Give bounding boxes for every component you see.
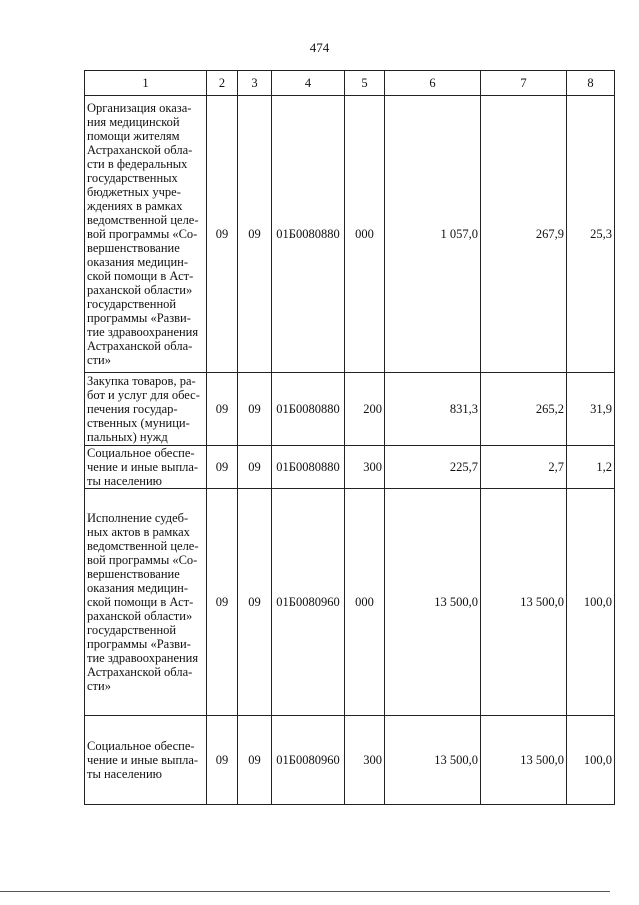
table-row xyxy=(85,489,615,716)
execution-percent: 31,9 xyxy=(567,373,615,446)
column-header: 7 xyxy=(481,71,567,96)
section-code: 09 xyxy=(207,446,238,489)
section-code: 09 xyxy=(207,96,238,373)
planned-amount: 13 500,0 xyxy=(385,716,481,805)
table-row xyxy=(85,716,615,805)
column-header: 2 xyxy=(207,71,238,96)
expense-type-code: 300 xyxy=(345,716,385,805)
target-article-code: 01Б0080880 xyxy=(272,373,345,446)
execution-percent: 100,0 xyxy=(567,489,615,716)
subsection-code: 09 xyxy=(238,373,272,446)
column-header: 3 xyxy=(238,71,272,96)
execution-percent: 100,0 xyxy=(567,716,615,805)
target-article-code: 01Б0080960 xyxy=(272,489,345,716)
column-header: 4 xyxy=(272,71,345,96)
column-header: 8 xyxy=(567,71,615,96)
row-description: Закупка товаров, ра-бот и услуг для обес-печения государ-ственных (муници-пальных) нужд xyxy=(85,373,207,446)
executed-amount: 2,7 xyxy=(481,446,567,489)
expense-type-code: 000 xyxy=(345,96,385,373)
column-header: 1 xyxy=(85,71,207,96)
budget-table xyxy=(84,70,615,805)
subsection-code: 09 xyxy=(238,446,272,489)
executed-amount: 267,9 xyxy=(481,96,567,373)
expense-type-code: 000 xyxy=(345,489,385,716)
planned-amount: 225,7 xyxy=(385,446,481,489)
executed-amount: 13 500,0 xyxy=(481,716,567,805)
target-article-code: 01Б0080960 xyxy=(272,716,345,805)
header-row xyxy=(85,71,615,96)
target-article-code: 01Б0080880 xyxy=(272,96,345,373)
planned-amount: 13 500,0 xyxy=(385,489,481,716)
target-article-code: 01Б0080880 xyxy=(272,446,345,489)
row-description: Социальное обеспе-чение и иные выпла-ты населению xyxy=(85,716,207,805)
table-row xyxy=(85,446,615,489)
executed-amount: 13 500,0 xyxy=(481,489,567,716)
section-code: 09 xyxy=(207,373,238,446)
row-description: Социальное обеспе-чение и иные выпла-ты населению xyxy=(85,446,207,489)
page-number: 474 xyxy=(309,40,330,55)
execution-percent: 25,3 xyxy=(567,96,615,373)
section-code: 09 xyxy=(207,716,238,805)
table-row xyxy=(85,96,615,373)
expense-type-code: 200 xyxy=(345,373,385,446)
expense-type-code: 300 xyxy=(345,446,385,489)
subsection-code: 09 xyxy=(238,489,272,716)
table-row xyxy=(85,373,615,446)
column-header: 6 xyxy=(385,71,481,96)
subsection-code: 09 xyxy=(238,716,272,805)
section-code: 09 xyxy=(207,489,238,716)
executed-amount: 265,2 xyxy=(481,373,567,446)
row-description: Организация оказа-ния медицинской помощи жителям Астраханской обла-сти в федеральных государственных бюджетных учре-ждениях в рамках ведомственной целе-вой программы «Со-вершенствование оказания медицин-ской помощи в Аст-раханской области» государственной программы «Разви-тие здравоохранения Астраханской обла-сти» xyxy=(85,96,207,373)
planned-amount: 831,3 xyxy=(385,373,481,446)
column-header: 5 xyxy=(345,71,385,96)
subsection-code: 09 xyxy=(238,96,272,373)
row-description: Исполнение судеб-ных актов в рамках ведомственной целе-вой программы «Со-вершенствование оказания медицин-ской помощи в Аст-раханской области» государственной программы «Разви-тие здравоохранения Астраханской обла-сти» xyxy=(85,489,207,716)
execution-percent: 1,2 xyxy=(567,446,615,489)
bottom-rule xyxy=(0,891,610,892)
planned-amount: 1 057,0 xyxy=(385,96,481,373)
